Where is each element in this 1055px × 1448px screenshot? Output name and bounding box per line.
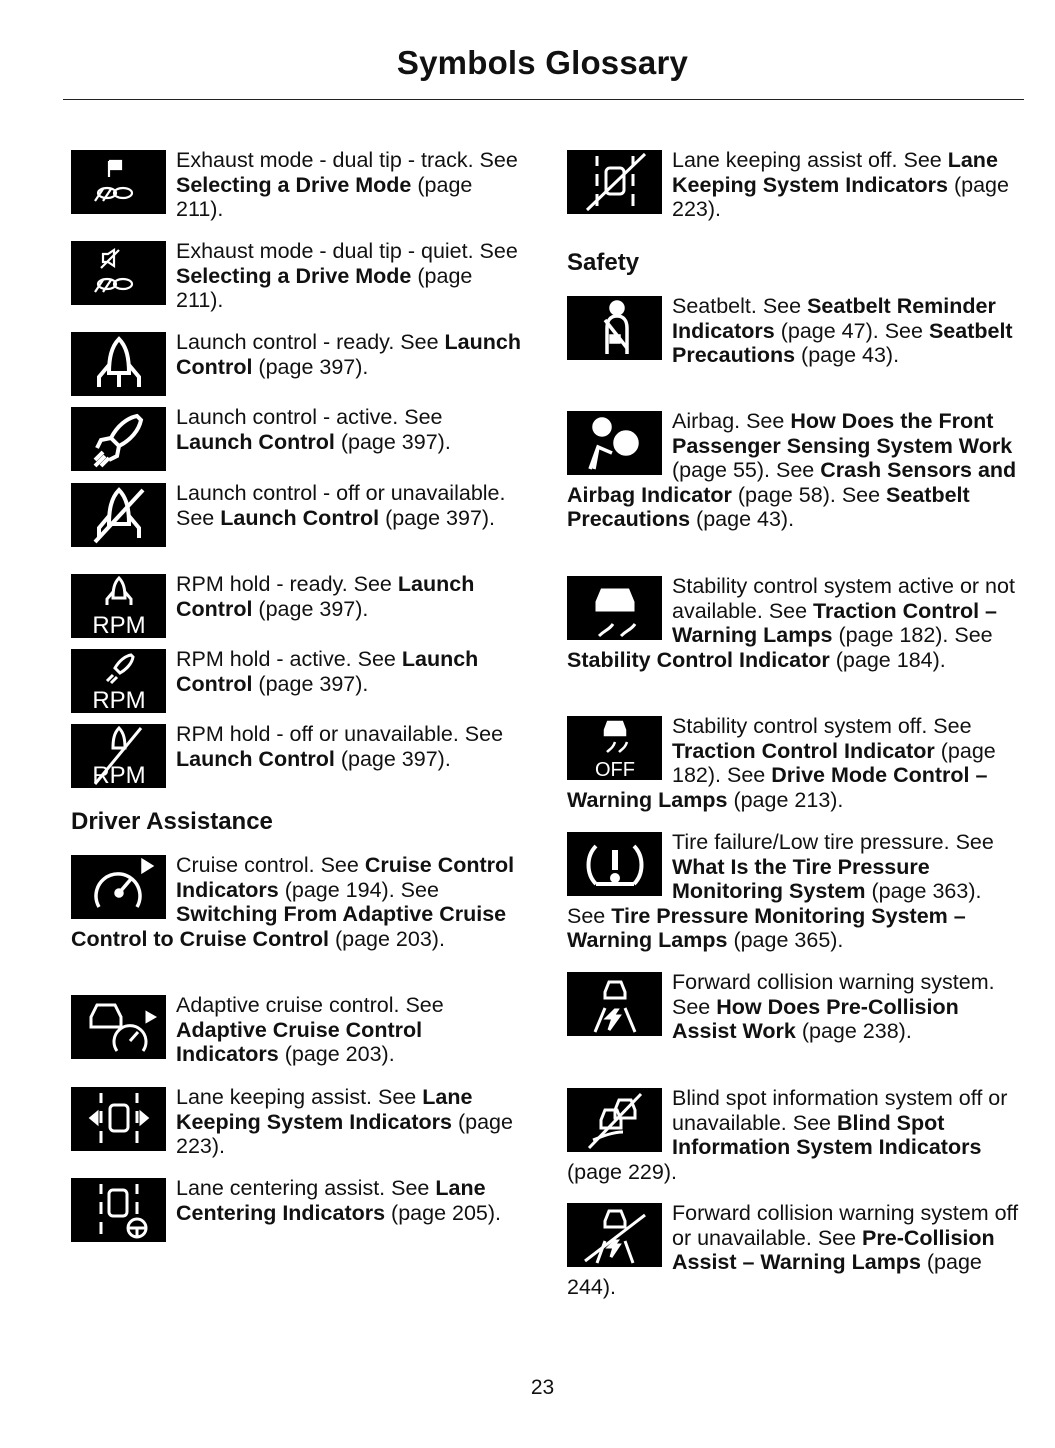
entry-text-run: (page 58). See: [731, 482, 887, 507]
cross-reference-link[interactable]: Launch Control: [176, 746, 335, 771]
cross-reference-link[interactable]: Pre-Collision Assist – Warning Lamps: [672, 1225, 995, 1274]
entry-text-run: (page 55). See: [672, 458, 821, 482]
cross-reference-link[interactable]: Seatbelt Reminder Indicators: [672, 294, 996, 343]
entry-text-run: Lane centering assist. See: [176, 1176, 436, 1200]
entry-text-run: Lane keeping assist off. See: [672, 148, 948, 172]
forward-collision-warning-off-icon: [567, 1203, 662, 1267]
stability-control-icon: [567, 576, 662, 640]
entry-text-run: Seatbelt. See: [672, 294, 808, 318]
glossary-entry: [567, 1086, 1022, 1184]
entry-text: [176, 647, 478, 696]
seatbelt-icon: [567, 296, 662, 360]
cross-reference-link[interactable]: Launch Control: [176, 330, 521, 379]
svg-text:OFF: OFF: [594, 759, 635, 778]
entry-text: [176, 481, 505, 530]
entry-text: [176, 993, 444, 1066]
entry-text: [176, 148, 518, 221]
entry-text-run: (page 397).: [334, 746, 451, 771]
adaptive-cruise-control-icon: [71, 995, 166, 1059]
glossary-entry: [567, 714, 1022, 812]
entry-text-run: Stability control system active or not available. See: [672, 574, 1015, 623]
entry-text-run: (page 229).: [567, 1159, 677, 1184]
title-divider: [63, 99, 1024, 100]
glossary-entry: [567, 1201, 1022, 1299]
entry-text-run: RPM hold - off or unavailable. See: [176, 722, 504, 746]
entry-text-run: (page 397).: [252, 671, 369, 696]
cross-reference-link[interactable]: How Does the Front Passenger Sensing System Work: [672, 409, 1013, 458]
entry-text-run: (page 244).: [567, 1250, 982, 1299]
blind-spot-off-icon: [567, 1088, 662, 1152]
glossary-entry: [71, 572, 521, 642]
svg-text:RPM: RPM: [91, 612, 146, 636]
cross-reference-link[interactable]: Drive Mode Control – Warning Lamps: [567, 763, 988, 812]
lane-keeping-assist-icon: [71, 1087, 166, 1151]
entry-text-run: Blind spot information system off or unavailable. See: [672, 1086, 1008, 1135]
cross-reference-link[interactable]: Crash Sensors and Airbag Indicator: [567, 458, 1017, 507]
cross-reference-link[interactable]: Traction Control – Warning Lamps: [672, 598, 998, 647]
entry-text-run: (page 365).: [727, 928, 844, 952]
exhaust-quiet-icon: [71, 241, 166, 305]
entry-text-run: (page 211).: [176, 263, 473, 312]
glossary-entry: [567, 409, 1022, 532]
cross-reference-link[interactable]: Launch Control: [176, 572, 475, 621]
entry-text-run: Launch control - ready. See: [176, 330, 445, 354]
lane-keeping-assist-off-icon: [567, 150, 662, 214]
entry-text-run: Adaptive cruise control. See: [176, 993, 444, 1017]
glossary-entry: [71, 853, 521, 951]
rpm-hold-active-icon: [71, 649, 166, 713]
entry-text: [176, 722, 503, 771]
cross-reference-link[interactable]: Lane Centering Indicators: [176, 1176, 486, 1225]
cross-reference-link[interactable]: Lane Keeping System Indicators: [176, 1085, 473, 1134]
entry-text-run: Airbag. See: [672, 409, 791, 433]
entry-text-run: (page 182). See: [832, 623, 993, 647]
cruise-control-icon: [71, 855, 166, 919]
glossary-entry: [567, 148, 1022, 222]
cross-reference-link[interactable]: Tire Pressure Monitoring System – Warning Lamps: [567, 903, 966, 952]
cross-reference-link[interactable]: Selecting a Drive Mode: [176, 172, 412, 197]
rpm-hold-off-icon: [71, 724, 166, 788]
cross-reference-link[interactable]: Launch Control: [176, 429, 335, 454]
entry-text: [176, 1085, 513, 1158]
entry-text-run: (page 43).: [795, 343, 900, 367]
entry-text-run: (page 238).: [795, 1019, 912, 1043]
cross-reference-link[interactable]: How Does Pre-Collision Assist Work: [672, 994, 959, 1043]
entry-text-run: (page 397).: [379, 505, 496, 530]
entry-text-run: Exhaust mode - dual tip - track. See: [176, 148, 518, 172]
entry-text-run: (page 213).: [727, 787, 844, 812]
section-heading-safety: Safety: [567, 249, 640, 276]
rpm-hold-ready-icon: [71, 574, 166, 638]
entry-text-run: (page 397).: [334, 429, 451, 454]
launch-control-ready-icon: [71, 332, 166, 396]
entry-text: [176, 330, 521, 379]
airbag-icon: [567, 411, 662, 475]
entry-text-run: (page 211).: [176, 172, 473, 221]
entry-text-run: Forward collision warning system off or unavailable. See: [672, 1201, 1019, 1250]
glossary-entry: [71, 481, 521, 551]
cross-reference-link[interactable]: Seatbelt Precautions: [567, 482, 970, 531]
entry-text-run: (page 363). See: [567, 879, 982, 928]
cross-reference-link[interactable]: What Is the Tire Pressure Monitoring System: [672, 854, 930, 903]
entry-text: [176, 572, 474, 621]
entry-text-run: (page 397).: [252, 354, 369, 379]
entry-text-run: Forward collision warning system. See: [672, 970, 995, 1019]
page-title: Symbols Glossary: [396, 44, 689, 81]
entry-text-run: (page 43).: [690, 507, 795, 531]
entry-text-run: Exhaust mode - dual tip - quiet. See: [176, 239, 518, 263]
entry-text-run: (page 182). See: [672, 738, 996, 787]
launch-control-active-icon: [71, 407, 166, 471]
entry-text-run: Cruise control. See: [176, 853, 365, 877]
glossary-entry: [567, 574, 1022, 672]
entry-text: [672, 970, 995, 1043]
entry-text-run: (page 203).: [328, 926, 445, 951]
entry-text-run: (page 203).: [278, 1042, 395, 1066]
forward-collision-warning-icon: [567, 972, 662, 1036]
entry-text: [672, 294, 1013, 367]
entry-text-run: (page 397).: [252, 596, 369, 621]
glossary-entry: [71, 1085, 521, 1159]
svg-text:RPM: RPM: [91, 687, 146, 711]
cross-reference-link[interactable]: Lane Keeping System Indicators: [672, 148, 998, 197]
entry-text-run: Launch control - off or unavailable. See: [176, 481, 506, 530]
cross-reference-link[interactable]: Blind Spot Information System Indicators: [672, 1110, 982, 1159]
glossary-entry: [567, 294, 1022, 368]
cross-reference-link[interactable]: Selecting a Drive Mode: [176, 263, 412, 288]
tire-pressure-icon: [567, 832, 662, 896]
glossary-entry: [71, 239, 521, 313]
entry-text-run: (page 223).: [176, 1109, 513, 1158]
glossary-entry: [71, 647, 521, 717]
entry-text-run: Tire failure/Low tire pressure. See: [672, 830, 994, 854]
svg-text:RPM: RPM: [91, 762, 146, 786]
entry-text-run: (page 223).: [672, 172, 1009, 221]
entry-text-run: (page 47). See: [774, 318, 929, 343]
entry-text: [176, 405, 451, 454]
entry-text: [672, 148, 1009, 221]
cross-reference-link[interactable]: Switching From Adaptive Cruise Control to Cruise Control: [71, 902, 507, 951]
glossary-entry: [71, 1176, 521, 1246]
cross-reference-link[interactable]: Launch Control: [220, 505, 380, 530]
cross-reference-link[interactable]: Traction Control Indicator: [672, 738, 935, 763]
lane-centering-assist-icon: [71, 1178, 166, 1242]
glossary-entry: [71, 148, 521, 222]
glossary-entry: [71, 405, 521, 475]
glossary-entry: [567, 830, 1022, 953]
entry-text-run: RPM hold - active. See: [176, 647, 402, 671]
cross-reference-link[interactable]: Launch Control: [176, 647, 479, 696]
glossary-entry: [71, 330, 521, 400]
glossary-entry: [71, 722, 521, 792]
cross-reference-link[interactable]: Cruise Control Indicators: [176, 853, 515, 902]
entry-text-run: (page 194). See: [278, 877, 439, 902]
stability-control-off-icon: [567, 716, 662, 780]
entry-text-run: Lane keeping assist. See: [176, 1085, 423, 1109]
entry-text-run: RPM hold - ready. See: [176, 572, 398, 596]
entry-text: [176, 239, 518, 312]
entry-text-run: (page 184).: [829, 647, 946, 672]
launch-control-off-icon: [71, 483, 166, 547]
cross-reference-link[interactable]: Stability Control Indicator: [567, 647, 830, 672]
exhaust-track-icon: [71, 150, 166, 214]
entry-text-run: (page 205).: [385, 1200, 502, 1225]
glossary-entry: [567, 970, 1022, 1044]
entry-text: [176, 1176, 501, 1225]
section-heading-driver-assistance: Driver Assistance: [71, 808, 273, 835]
cross-reference-link[interactable]: Seatbelt Precautions: [672, 318, 1013, 367]
page-number: 23: [530, 1376, 555, 1399]
cross-reference-link[interactable]: Adaptive Cruise Control Indicators: [176, 1017, 423, 1066]
entry-text-run: Launch control - active. See: [176, 405, 443, 429]
entry-text-run: Stability control system off. See: [672, 714, 972, 738]
glossary-entry: [71, 993, 521, 1067]
